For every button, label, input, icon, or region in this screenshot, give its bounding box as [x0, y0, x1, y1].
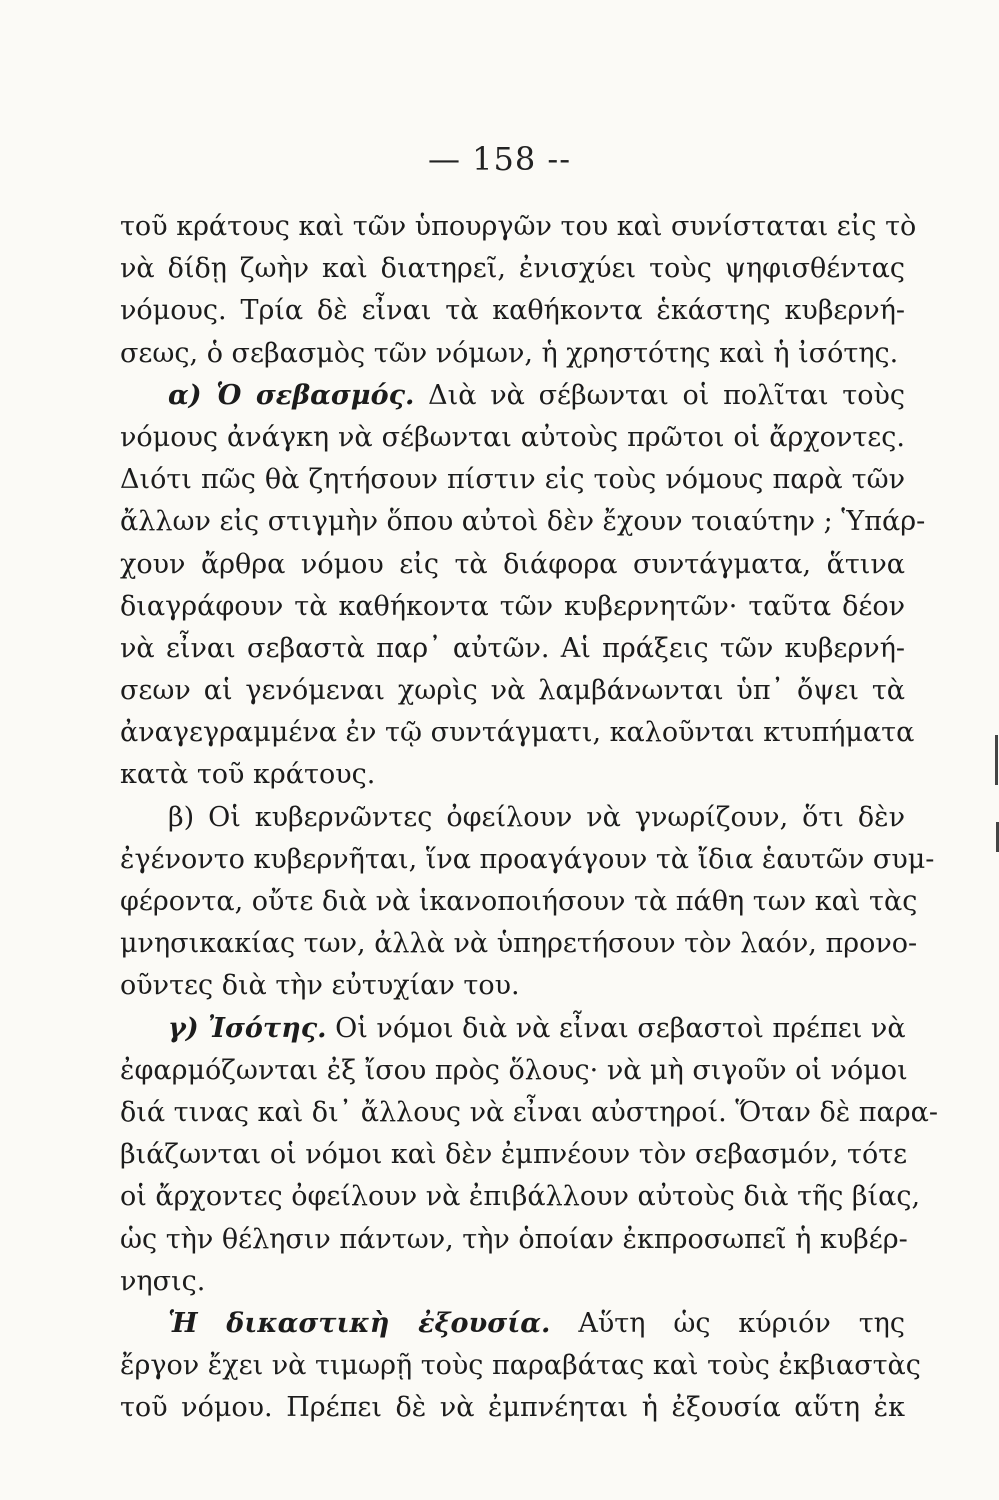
- text-line: [120, 670, 905, 712]
- line-text: τοῦ νόμου. Πρέπει δὲ νὰ ἐμπνέηται ἡ ἐξουσία αὕτη ἐκ: [120, 1392, 905, 1424]
- text-line: [120, 459, 905, 501]
- line-text: χουν ἄρθρα νόμου εἰς τὰ διάφορα συντάγματα, ἅτινα: [120, 548, 905, 580]
- line-text: Αὕτη ὡς κύριόν της: [550, 1307, 905, 1339]
- line-text: ἄλλων εἰς στιγμὴν ὅπου αὐτοὶ δὲν ἔχουν τοιαύτην ; Ὑπάρ-: [120, 506, 926, 538]
- text-line: [120, 375, 905, 417]
- text-line: [120, 1261, 905, 1303]
- line-text: κατὰ τοῦ κράτους.: [120, 759, 376, 791]
- line-text: οῦντες διὰ τὴν εὐτυχίαν του.: [120, 970, 520, 1002]
- text-line: [120, 1176, 921, 1218]
- text-line: [120, 333, 905, 375]
- text-line: [120, 1008, 905, 1050]
- line-text: ἐγένοντο κυβερνῆται, ἵνα προαγάγουν τὰ ἴδια ἑαυτῶν συμ-: [120, 843, 935, 875]
- line-text: νὰ εἶναι σεβαστὰ παρ᾽ αὐτῶν. Αἱ πράξεις τῶν κυβερνή-: [120, 632, 905, 664]
- line-text: νησις.: [120, 1265, 206, 1297]
- line-text: Διὰ νὰ σέβωνται οἱ πολῖται τοὺς: [414, 379, 905, 411]
- line-text: τοῦ κράτους καὶ τῶν ὑπουργῶν του καὶ συνίσταται εἰς τὸ: [120, 211, 917, 242]
- text-line: [120, 206, 917, 248]
- line-text: οἱ ἄρχοντες ὀφείλουν νὰ ἐπιβάλλουν αὐτοὺς διὰ τῆς βίας,: [120, 1181, 921, 1213]
- line-text: ὡς τὴν θέλησιν πάντων, τὴν ὁποίαν ἐκπροσωπεῖ ἡ κυβέρ-: [120, 1223, 908, 1255]
- text-line: [120, 544, 905, 586]
- text-line: [120, 881, 918, 923]
- text-line: [120, 1303, 905, 1345]
- line-text: ἀναγεγραμμένα ἐν τῷ συντάγματι, καλοῦνται κτυπήματα: [120, 717, 915, 749]
- text-line: [120, 1134, 908, 1176]
- margin-mark: [995, 735, 998, 785]
- text-line: [120, 712, 915, 754]
- text-line: [120, 797, 905, 839]
- line-text: διά τινας καὶ δι᾽ ἄλλους νὰ εἶναι αὐστηροί. Ὅταν δὲ παρα-: [120, 1096, 938, 1128]
- text-line: [120, 839, 935, 881]
- line-text: νὰ δίδῃ ζωὴν καὶ διατηρεῖ, ἐνισχύει τοὺς ψηφισθέντας: [120, 253, 905, 285]
- line-text: ἐφαρμόζωνται ἐξ ἴσου πρὸς ὅλους· νὰ μὴ σιγοῦν οἱ νόμοι: [120, 1054, 908, 1086]
- line-text: ἔργον ἔχει νὰ τιμωρῇ τοὺς παραβάτας καὶ τοὺς ἐκβιαστὰς: [120, 1350, 921, 1382]
- text-line: [120, 628, 905, 670]
- line-text: Διότι πῶς θὰ ζητήσουν πίστιν εἰς τοὺς νόμους παρὰ τῶν: [120, 464, 905, 496]
- line-text: β) Οἱ κυβερνῶντες ὀφείλουν νὰ γνωρίζουν, ὅτι δὲν: [168, 801, 905, 833]
- line-text: νόμους. Τρία δὲ εἶναι τὰ καθήκοντα ἑκάστης κυβερνή-: [120, 295, 905, 327]
- text-line: [120, 586, 905, 628]
- line-text: νόμους ἀνάγκη νὰ σέβωνται αὐτοὺς πρῶτοι οἱ ἄρχοντες.: [120, 421, 905, 453]
- text-line: [120, 417, 905, 459]
- line-text: βιάζωνται οἱ νόμοι καὶ δὲν ἐμπνέουν τὸν σεβασμόν, τότε: [120, 1139, 908, 1171]
- line-text: διαγράφουν τὰ καθήκοντα τῶν κυβερνητῶν· ταῦτα δέον: [120, 590, 905, 622]
- line-text: φέροντα, οὔτε διὰ νὰ ἱκανοποιήσουν τὰ πάθη των καὶ τὰς: [120, 886, 918, 917]
- text-line: [120, 1050, 908, 1092]
- section-heading: γ) Ἰσότης.: [168, 1012, 327, 1044]
- text-line: [120, 1092, 938, 1134]
- section-heading: Ἡ δικαστικὴ ἐξουσία.: [168, 1307, 551, 1339]
- line-text: σεων αἱ γενόμεναι χωρὶς νὰ λαμβάνωνται ὑπ᾽ ὄψει τὰ: [120, 675, 905, 707]
- line-text: σεως, ὁ σεβασμὸς τῶν νόμων, ἡ χρηστότης καὶ ἡ ἰσότης.: [120, 337, 899, 369]
- section-heading: α) Ὁ σεβασμός.: [168, 379, 415, 411]
- text-line: [120, 501, 926, 543]
- text-line: [120, 248, 905, 290]
- text-line: [120, 923, 918, 965]
- line-text: Οἱ νόμοι διὰ νὰ εἶναι σεβαστοὶ πρέπει νὰ: [326, 1012, 906, 1044]
- text-line: [120, 965, 905, 1007]
- page-number: — 158 --: [427, 140, 572, 178]
- text-line: [120, 1219, 908, 1261]
- body-text: [120, 206, 938, 1429]
- text-line: [120, 754, 905, 796]
- line-text: μνησικακίας των, ἀλλὰ νὰ ὑπηρετήσουν τὸν λαόν, προνο-: [120, 928, 918, 960]
- text-line: [120, 1345, 921, 1387]
- text-line: [120, 290, 905, 332]
- text-line: [120, 1387, 905, 1429]
